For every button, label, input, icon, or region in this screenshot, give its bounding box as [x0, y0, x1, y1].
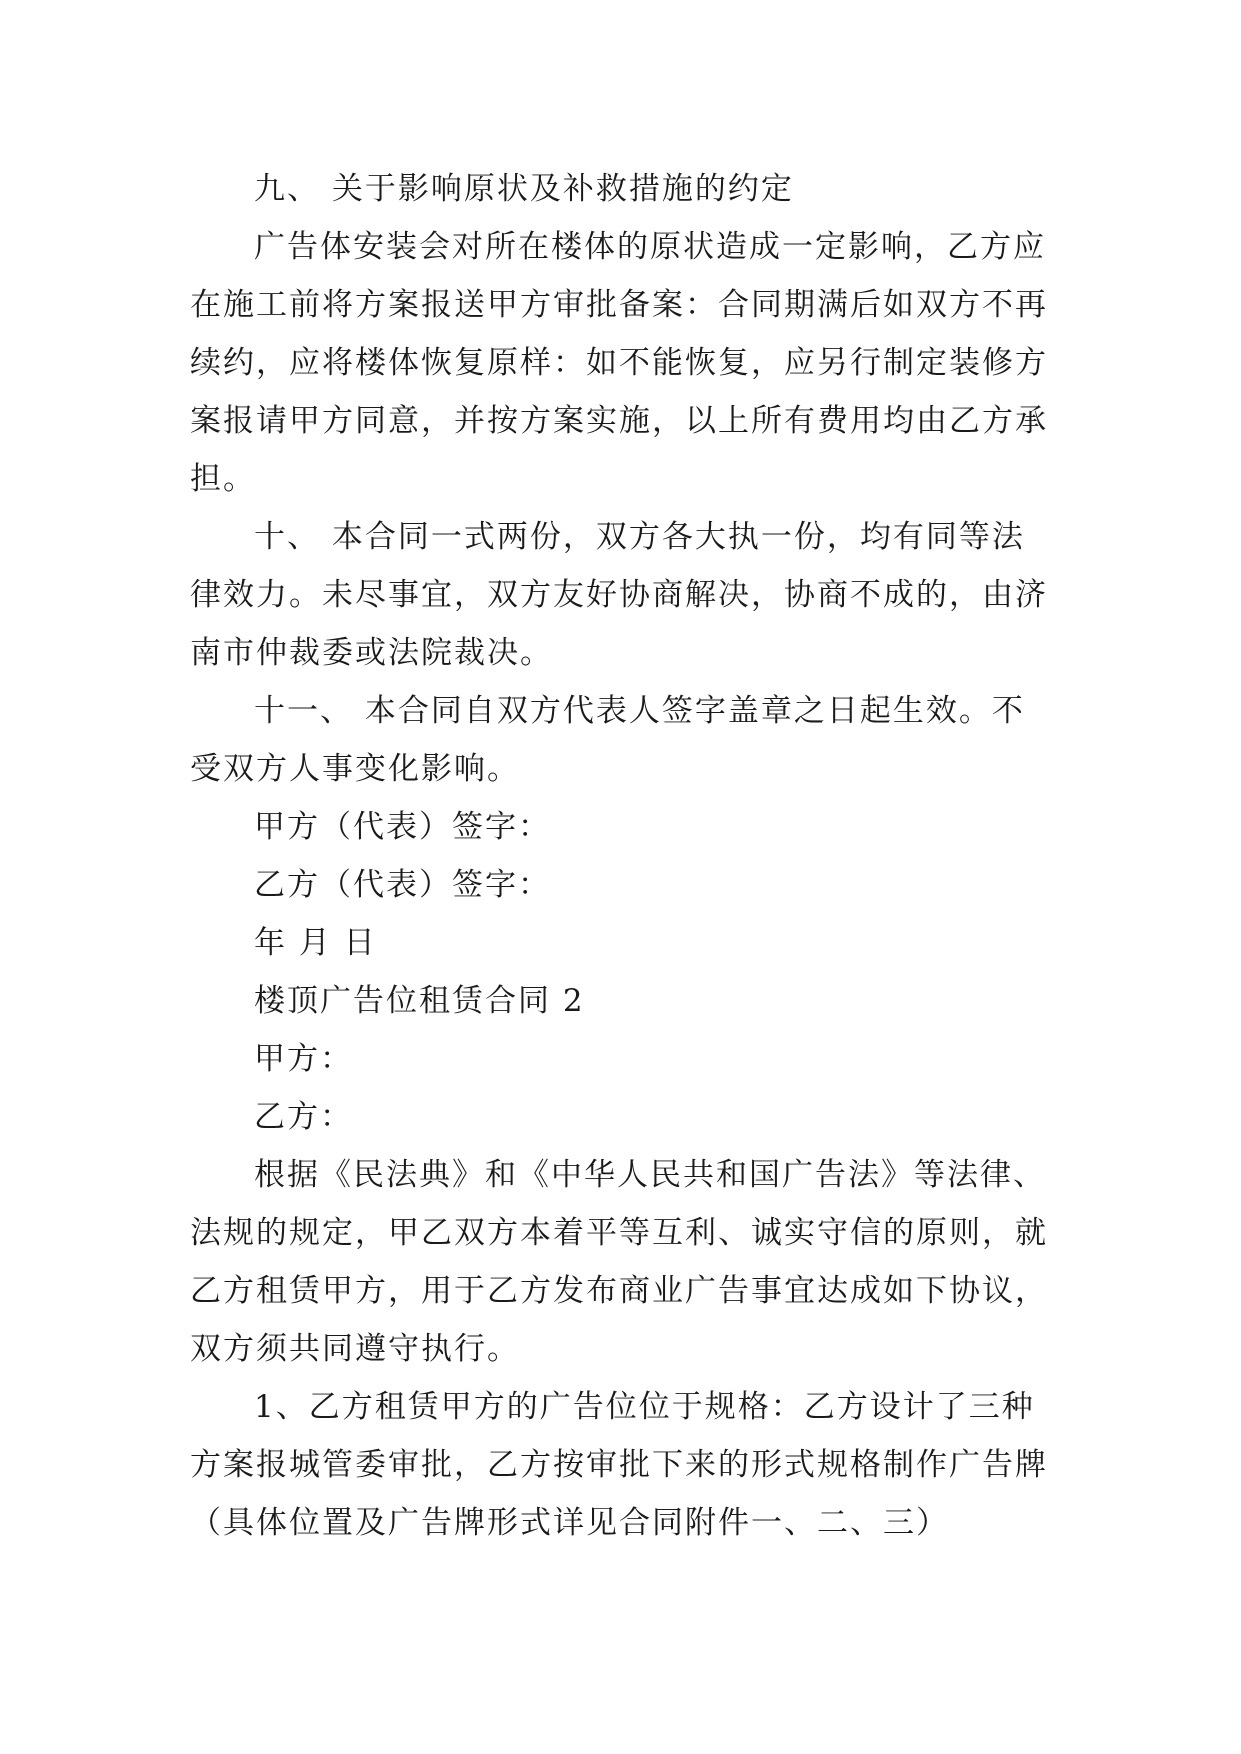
date-label: 年 月 日 — [254, 925, 377, 961]
paragraph-line: 在施工前将方案报送甲方审批备案：合同期满后如双方不再 — [190, 287, 1048, 323]
paragraph-line: 广告体安装会对所在楼体的原状造成一定影响，乙方应 — [254, 229, 1046, 265]
party-a-signature-label: 甲方（代表）签字： — [254, 809, 551, 845]
clause-1-line: 1、乙方租赁甲方的广告位位于规格：乙方设计了三种 — [254, 1389, 1035, 1425]
document-body — [190, 160, 1050, 1552]
contract-title: 楼顶广告位租赁合同 2 — [254, 983, 585, 1019]
paragraph-line: 乙方租赁甲方，用于乙方发布商业广告事宜达成如下协议， — [190, 1273, 1048, 1309]
party-a-label: 甲方： — [254, 1041, 353, 1077]
party-b-signature-label: 乙方（代表）签字： — [254, 867, 551, 903]
paragraph-line: 担。 — [190, 461, 256, 497]
section-heading-10: 十、 本合同一式两份，双方各大执一份，均有同等法 — [254, 519, 1025, 555]
paragraph-line: 根据《民法典》和《中华人民共和国广告法》等法律、 — [254, 1157, 1046, 1193]
paragraph-line: 法规的规定，甲乙双方本着平等互利、诚实守信的原则，就 — [190, 1215, 1048, 1251]
paragraph-line: 受双方人事变化影响。 — [190, 751, 520, 787]
paragraph-line: 双方须共同遵守执行。 — [190, 1331, 520, 1367]
party-b-label: 乙方： — [254, 1099, 353, 1135]
paragraph-line: 案报请甲方同意，并按方案实施，以上所有费用均由乙方承 — [190, 403, 1048, 439]
paragraph-line: 方案报城管委审批，乙方按审批下来的形式规格制作广告牌 — [190, 1447, 1048, 1483]
section-heading-9: 九、 关于影响原状及补救措施的约定 — [254, 171, 794, 207]
paragraph-line: （具体位置及广告牌形式详见合同附件一、二、三） — [190, 1505, 949, 1541]
paragraph-line: 律效力。未尽事宜，双方友好协商解决，协商不成的，由济 — [190, 577, 1048, 613]
paragraph-line: 续约，应将楼体恢复原样：如不能恢复，应另行制定装修方 — [190, 345, 1048, 381]
section-heading-11: 十一、 本合同自双方代表人签字盖章之日起生效。不 — [254, 693, 1025, 729]
paragraph-line: 南市仲裁委或法院裁决。 — [190, 635, 553, 671]
